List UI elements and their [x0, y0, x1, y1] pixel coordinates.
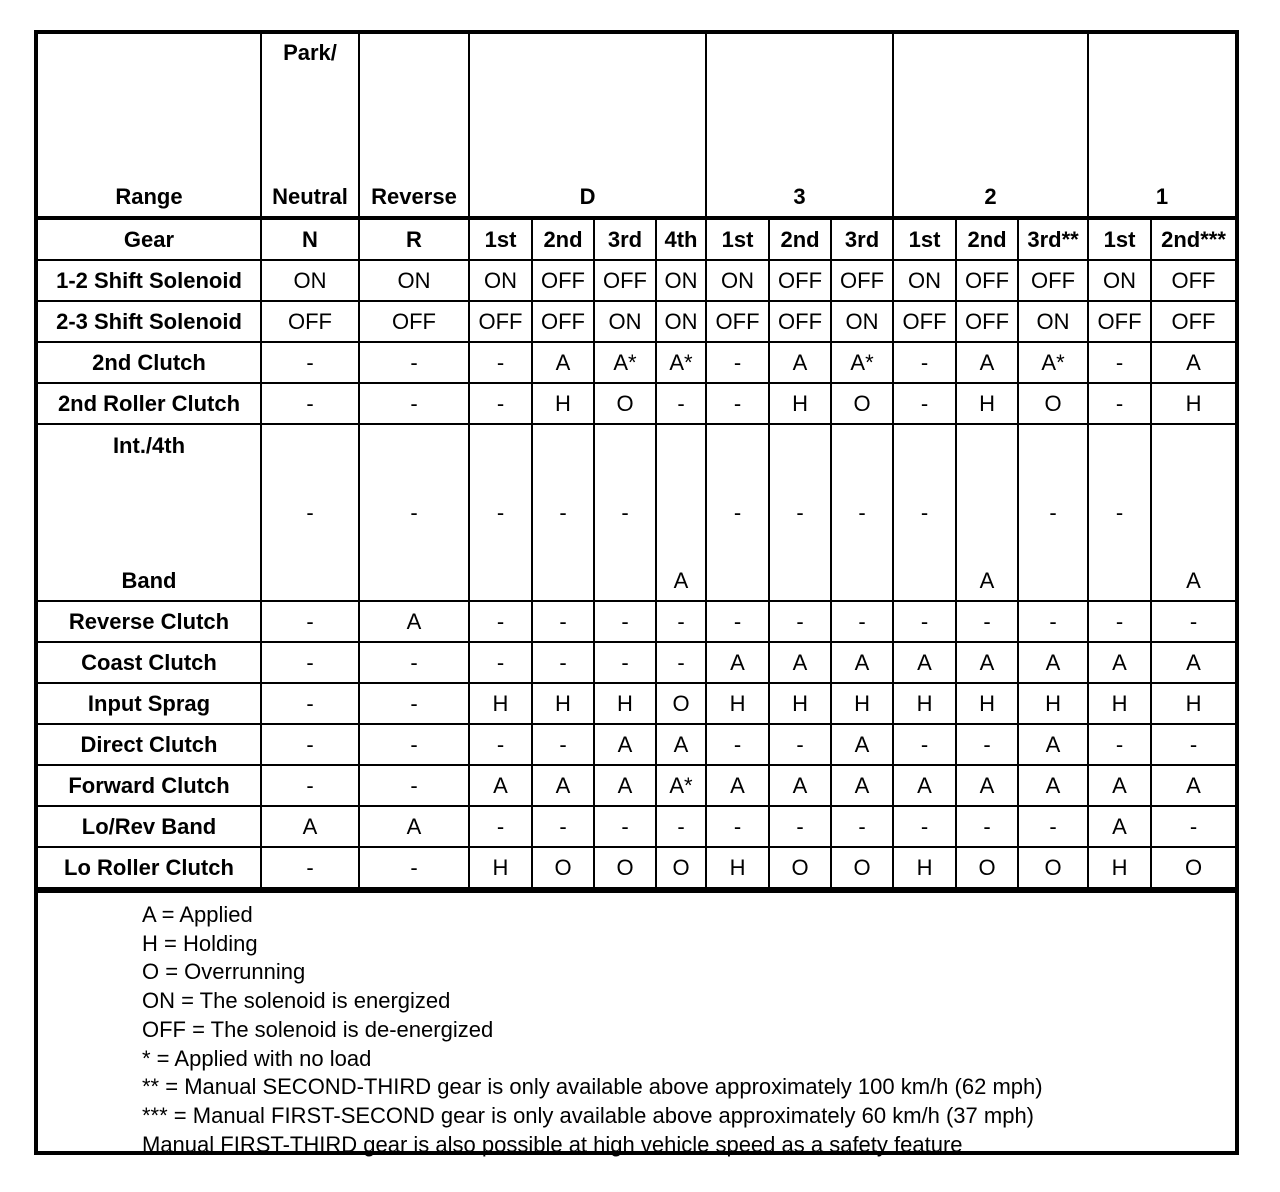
table-row [38, 301, 1235, 342]
table-cell: - [769, 724, 831, 765]
row-label: Input Sprag [38, 683, 261, 724]
cell-value: - [410, 500, 418, 525]
table-cell: OFF [831, 260, 893, 301]
table-cell: - [656, 642, 706, 683]
table-cell: A [359, 806, 469, 847]
table-cell: A* [656, 342, 706, 383]
table-cell [956, 424, 1018, 601]
cell-value: - [1115, 500, 1124, 525]
table-cell: - [469, 601, 532, 642]
table-cell: O [1151, 847, 1235, 888]
cell-value: A [979, 568, 995, 593]
table-cell: H [831, 683, 893, 724]
cell-value: - [559, 500, 567, 525]
table-cell: - [956, 806, 1018, 847]
table-cell: ON [469, 260, 532, 301]
table-cell: 2nd [532, 218, 594, 260]
table-cell [532, 424, 594, 601]
cell-value: - [621, 500, 629, 525]
cell-value: A [673, 568, 689, 593]
table-cell: A* [656, 765, 706, 806]
band-label-top: Int./4th [112, 433, 186, 458]
table-cell: - [359, 683, 469, 724]
clutch-application-chart [34, 30, 1239, 1155]
table-cell: ON [359, 260, 469, 301]
table-cell: O [594, 847, 656, 888]
table-cell: A* [594, 342, 656, 383]
table-cell: A [594, 765, 656, 806]
table-cell: - [831, 601, 893, 642]
table-cell: A [656, 724, 706, 765]
range-2-header: 2 [893, 34, 1088, 218]
legend [38, 889, 1235, 1159]
table-cell: - [261, 642, 359, 683]
table-cell: 1st [893, 218, 956, 260]
table-cell: ON [1018, 301, 1088, 342]
table-cell: - [656, 383, 706, 424]
cell-value: - [306, 500, 314, 525]
table-cell: - [706, 601, 769, 642]
table-cell: H [956, 383, 1018, 424]
table-cell: A [769, 765, 831, 806]
table-row [38, 601, 1235, 642]
legend-line: OFF = The solenoid is de-energized [142, 1016, 494, 1042]
table-row [38, 724, 1235, 765]
table-row [38, 383, 1235, 424]
range-header-row [38, 34, 1235, 218]
table-cell: - [359, 765, 469, 806]
table-cell: - [359, 642, 469, 683]
table-cell: A [769, 642, 831, 683]
table-cell: - [1151, 724, 1235, 765]
table-cell: H [769, 683, 831, 724]
table-row [38, 642, 1235, 683]
table-cell: 4th [656, 218, 706, 260]
table-cell: - [706, 806, 769, 847]
table-cell [831, 424, 893, 601]
table-cell: - [532, 724, 594, 765]
table-cell: - [769, 806, 831, 847]
table-cell: H [469, 847, 532, 888]
table-cell: OFF [769, 301, 831, 342]
table-cell: - [893, 724, 956, 765]
table-cell: - [532, 642, 594, 683]
legend-line: H = Holding [142, 930, 258, 956]
table-cell: A [594, 724, 656, 765]
table-cell: A [956, 342, 1018, 383]
cell-value: - [858, 500, 866, 525]
table-cell: 3rd [831, 218, 893, 260]
table-cell: - [1088, 383, 1151, 424]
table-cell [893, 424, 956, 601]
table-cell: - [359, 724, 469, 765]
row-label: 2-3 Shift Solenoid [38, 301, 261, 342]
table-cell: A [831, 642, 893, 683]
table-cell: - [261, 342, 359, 383]
table-cell: O [594, 383, 656, 424]
reverse-header: Reverse [359, 34, 469, 218]
table-cell: ON [656, 301, 706, 342]
table-cell: - [706, 724, 769, 765]
table-cell: O [532, 847, 594, 888]
table-cell: - [893, 601, 956, 642]
table-cell: - [359, 342, 469, 383]
table-cell [261, 424, 359, 601]
table-cell: OFF [893, 301, 956, 342]
table-cell: - [893, 342, 956, 383]
table-cell: - [1018, 601, 1088, 642]
table-cell: OFF [532, 260, 594, 301]
gear-row [38, 218, 1235, 260]
table-cell: H [769, 383, 831, 424]
table-cell: A [1088, 806, 1151, 847]
table-cell [594, 424, 656, 601]
table-row [38, 765, 1235, 806]
neutral-label: Neutral [272, 184, 348, 209]
table-cell: A [1151, 642, 1235, 683]
table-cell: A* [831, 342, 893, 383]
table-cell [469, 424, 532, 601]
table-cell: A [1018, 642, 1088, 683]
table-cell: - [1088, 724, 1151, 765]
table-cell: - [1088, 342, 1151, 383]
table-cell: N [261, 218, 359, 260]
row-label: 2nd Roller Clutch [38, 383, 261, 424]
table-row [38, 342, 1235, 383]
table-cell: A [1088, 765, 1151, 806]
table-cell: O [1018, 847, 1088, 888]
table-cell: 2nd [769, 218, 831, 260]
table-cell: H [594, 683, 656, 724]
table-cell: - [1018, 806, 1088, 847]
table-cell: O [656, 683, 706, 724]
table-cell [769, 424, 831, 601]
table-cell: A [261, 806, 359, 847]
table-cell: ON [706, 260, 769, 301]
table-cell: 3rd** [1018, 218, 1088, 260]
range-3-header: 3 [706, 34, 893, 218]
row-label: 1-2 Shift Solenoid [38, 260, 261, 301]
cell-value: - [496, 500, 505, 525]
row-label: Reverse Clutch [38, 601, 261, 642]
table-row [38, 806, 1235, 847]
table-cell: 2nd*** [1151, 218, 1235, 260]
table-cell: H [893, 847, 956, 888]
table-cell: O [831, 383, 893, 424]
table-cell: H [1088, 847, 1151, 888]
table-cell: OFF [261, 301, 359, 342]
table-cell: O [656, 847, 706, 888]
table-cell: - [1151, 601, 1235, 642]
table-cell: 3rd [594, 218, 656, 260]
table-cell: A [956, 765, 1018, 806]
table-cell: - [532, 806, 594, 847]
table-cell: - [261, 847, 359, 888]
table-cell: ON [261, 260, 359, 301]
table-cell: H [893, 683, 956, 724]
table-cell [1151, 424, 1235, 601]
table-cell: H [532, 683, 594, 724]
table-cell: ON [656, 260, 706, 301]
row-label: 2nd Clutch [38, 342, 261, 383]
legend-line: Manual FIRST-THIRD gear is also possible at high vehicle speed as a safety feature [142, 1131, 963, 1157]
table-cell [656, 424, 706, 601]
table-cell: - [469, 342, 532, 383]
park-neutral-header [261, 34, 359, 218]
table-cell: 2nd [956, 218, 1018, 260]
table-cell: 1st [706, 218, 769, 260]
table-cell: OFF [1151, 260, 1235, 301]
table-cell: - [469, 642, 532, 683]
table-cell: - [594, 642, 656, 683]
table-cell: H [706, 847, 769, 888]
table-cell: A [831, 765, 893, 806]
row-label: Lo/Rev Band [38, 806, 261, 847]
table-cell: - [594, 601, 656, 642]
table-cell: H [469, 683, 532, 724]
table-cell: A [1151, 342, 1235, 383]
table-cell: - [1088, 601, 1151, 642]
table-cell: A [956, 642, 1018, 683]
table-cell: OFF [956, 260, 1018, 301]
table-cell: R [359, 218, 469, 260]
table-cell: - [359, 847, 469, 888]
table-cell: A [1018, 724, 1088, 765]
table-cell: - [594, 806, 656, 847]
table-cell: 1st [469, 218, 532, 260]
table-cell: A [469, 765, 532, 806]
table-cell [1088, 424, 1151, 601]
table-cell: A [769, 342, 831, 383]
table-cell [359, 424, 469, 601]
table-cell: A* [1018, 342, 1088, 383]
row-label: Forward Clutch [38, 765, 261, 806]
table-cell: - [956, 601, 1018, 642]
park-label: Park/ [283, 40, 337, 65]
table-cell: O [956, 847, 1018, 888]
table-cell: - [261, 601, 359, 642]
table-cell: A [1088, 642, 1151, 683]
table-cell: - [956, 724, 1018, 765]
table-cell: ON [594, 301, 656, 342]
table-row [38, 847, 1235, 888]
table-cell: OFF [1151, 301, 1235, 342]
table-cell: H [706, 683, 769, 724]
table-cell: OFF [532, 301, 594, 342]
table-cell: - [469, 383, 532, 424]
table-cell: ON [831, 301, 893, 342]
table-cell: A [706, 642, 769, 683]
table-cell: A [831, 724, 893, 765]
legend-line: ** = Manual SECOND-THIRD gear is only available above approximately 100 km/h (62 mph) [142, 1074, 1043, 1100]
legend-line: *** = Manual FIRST-SECOND gear is only available above approximately 60 km/h (37 mph) [142, 1102, 1035, 1128]
table-cell: - [893, 383, 956, 424]
cell-value: - [1049, 500, 1057, 525]
table-cell: A [532, 765, 594, 806]
table-cell: O [769, 847, 831, 888]
table-cell: O [1018, 383, 1088, 424]
cell-value: - [920, 500, 929, 525]
cell-value: A [1186, 568, 1201, 593]
table-cell: - [359, 383, 469, 424]
table-cell: - [261, 383, 359, 424]
legend-line: O = Overrunning [142, 959, 306, 985]
table-cell: H [956, 683, 1018, 724]
table-row [38, 683, 1235, 724]
table-cell: OFF [594, 260, 656, 301]
table-cell: - [706, 342, 769, 383]
table-cell [1018, 424, 1088, 601]
table-cell: - [469, 806, 532, 847]
table-cell: A [706, 765, 769, 806]
table-cell: A [532, 342, 594, 383]
cell-value: - [796, 500, 804, 525]
table-cell: OFF [1018, 260, 1088, 301]
table-cell: 1st [1088, 218, 1151, 260]
legend-line: ON = The solenoid is energized [142, 988, 451, 1014]
table-cell: - [831, 806, 893, 847]
table-cell: OFF [956, 301, 1018, 342]
table-cell: - [893, 806, 956, 847]
band-label-bottom: Band [121, 568, 177, 593]
table-cell [706, 424, 769, 601]
table-row [38, 260, 1235, 301]
table-cell: A [1018, 765, 1088, 806]
table-cell: - [261, 683, 359, 724]
row-label: Lo Roller Clutch [38, 847, 261, 888]
table-cell: A [893, 642, 956, 683]
table-cell: - [469, 724, 532, 765]
range-1-header: 1 [1088, 34, 1235, 218]
table-cell: H [1088, 683, 1151, 724]
table-cell: - [532, 601, 594, 642]
range-reference-table [38, 34, 1235, 889]
row-label: Coast Clutch [38, 642, 261, 683]
table-cell: - [261, 724, 359, 765]
cell-value: - [733, 500, 742, 525]
table-cell: - [656, 601, 706, 642]
table-cell: OFF [769, 260, 831, 301]
range-d-header: D [469, 34, 706, 218]
table-cell: H [1151, 383, 1235, 424]
table-cell: OFF [706, 301, 769, 342]
table-cell: H [532, 383, 594, 424]
table-cell: - [769, 601, 831, 642]
table-cell: A [893, 765, 956, 806]
table-cell: OFF [469, 301, 532, 342]
table-cell: A [359, 601, 469, 642]
table-cell: ON [893, 260, 956, 301]
table-cell: - [706, 383, 769, 424]
table-cell: OFF [359, 301, 469, 342]
band-row [38, 424, 1235, 601]
table-cell: - [656, 806, 706, 847]
table-cell: H [1151, 683, 1235, 724]
row-label: Gear [38, 218, 261, 260]
legend-line: A = Applied [142, 902, 253, 927]
table-cell: - [261, 765, 359, 806]
row-label: Direct Clutch [38, 724, 261, 765]
table-cell: ON [1088, 260, 1151, 301]
table-cell: A [1151, 765, 1235, 806]
legend-line: * = Applied with no load [142, 1045, 372, 1071]
table-cell: OFF [1088, 301, 1151, 342]
table-cell: O [831, 847, 893, 888]
band-row-label [38, 424, 261, 601]
range-label: Range [38, 34, 261, 218]
table-cell: H [1018, 683, 1088, 724]
table-cell: - [1151, 806, 1235, 847]
